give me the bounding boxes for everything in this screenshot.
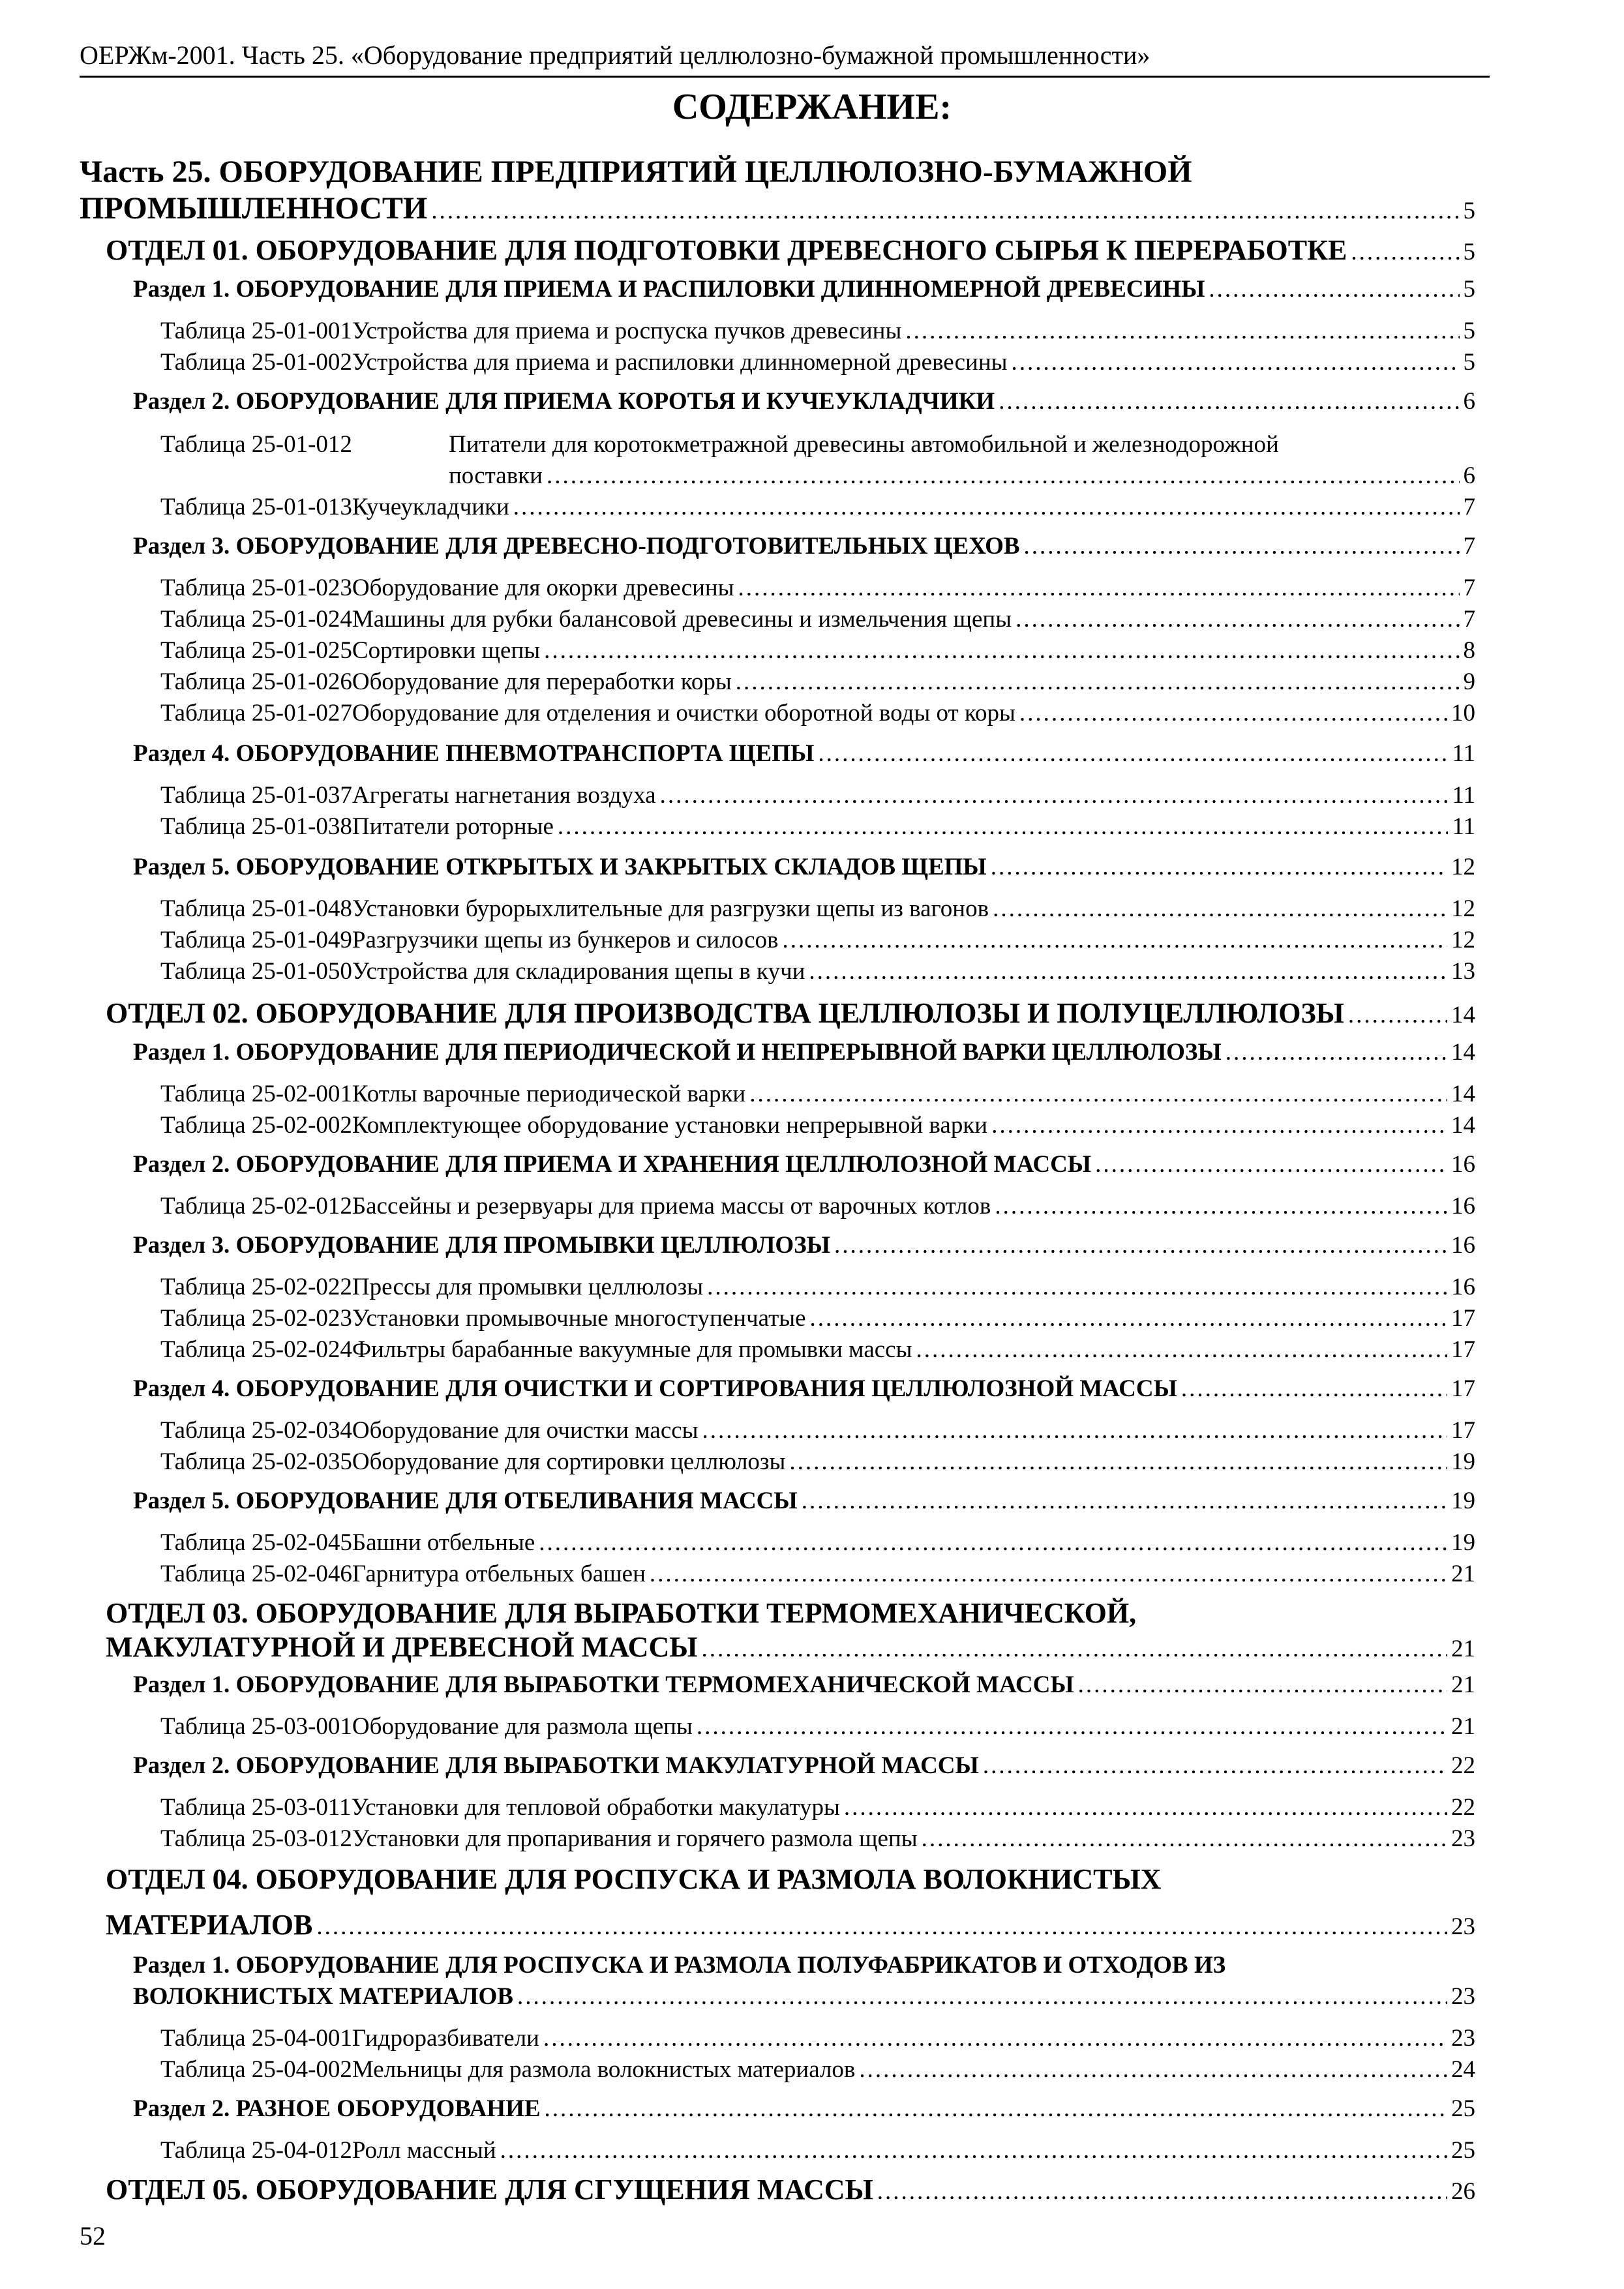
toc-razdel-02-3[interactable] [133, 1231, 1475, 1259]
toc-razdel-01-4[interactable] [133, 740, 1475, 768]
toc-page-number: 17 [1451, 1417, 1475, 1444]
toc-razdel-label: Раздел 2. ОБОРУДОВАНИЕ ДЛЯ ПРИЕМА КОРОТЬЯ И КУЧЕУКЛАДЧИКИ [133, 388, 995, 415]
leader-dots [916, 1336, 1447, 1364]
leader-dots [999, 387, 1459, 415]
toc-otdel-label: МАКУЛАТУРНОЙ И ДРЕВЕСНОЙ МАССЫ [106, 1631, 698, 1663]
leader-dots [736, 668, 1460, 696]
toc-table-25-02-046[interactable] [160, 1560, 1475, 1588]
toc-razdel-label: Раздел 5. ОБОРУДОВАНИЕ ОТКРЫТЫХ И ЗАКРЫТЫХ СКЛАДОВ ЩЕПЫ [133, 854, 987, 880]
toc-table-id: Таблица 25-01-048 [160, 895, 352, 922]
toc-table-id: Таблица 25-01-001 [160, 318, 352, 344]
toc-table-25-01-037[interactable] [160, 781, 1475, 809]
leader-dots [1209, 275, 1459, 303]
leader-dots [991, 1111, 1447, 1139]
toc-table-25-04-012[interactable] [160, 2136, 1475, 2164]
toc-otdel-02[interactable] [106, 996, 1475, 1030]
leader-dots [517, 1982, 1447, 2011]
toc-table-id: Таблица 25-04-001 [160, 2025, 352, 2052]
toc-table-id: Таблица 25-01-038 [160, 813, 352, 840]
toc-page-number: 23 [1451, 2025, 1475, 2052]
toc-table-label: Башни отбельные [352, 1529, 535, 1556]
toc-table-label: Питатели для коротокметражной древесины автомобильной и железнодорожной [449, 431, 1279, 458]
toc-table-label: Устройства для приема и роспуска пучков древесины [352, 318, 902, 344]
toc-page-number: 12 [1451, 895, 1475, 922]
toc-table-label: Котлы варочные периодической варки [352, 1081, 746, 1107]
toc-razdel-label: Раздел 1. ОБОРУДОВАНИЕ ДЛЯ ПРИЕМА И РАСПИЛОВКИ ДЛИННОМЕРНОЙ ДРЕВЕСИНЫ [133, 276, 1205, 303]
toc-otdel-label: ОТДЕЛ 05. ОБОРУДОВАНИЕ ДЛЯ СГУЩЕНИЯ МАССЫ [106, 2174, 873, 2206]
toc-page-number: 22 [1451, 1794, 1475, 1821]
leader-dots [701, 1635, 1447, 1663]
leader-dots [818, 740, 1448, 768]
toc-page-number: 21 [1451, 1561, 1475, 1587]
toc-table-label: Установки бурорыхлительные для разгрузки щепы из вагонов [352, 895, 989, 922]
toc-table-label: Оборудование для очистки массы [352, 1417, 699, 1444]
toc-table-label: Прессы для промывки целлюлозы [352, 1274, 704, 1300]
toc-page-number: 5 [1463, 198, 1475, 224]
toc-table-25-01-025[interactable] [160, 636, 1475, 665]
toc-table-id: Таблица 25-01-027 [160, 700, 352, 726]
leader-dots [1019, 699, 1447, 727]
leader-dots [547, 462, 1460, 490]
toc-table-25-01-013[interactable] [160, 493, 1475, 521]
toc-table-25-02-002[interactable] [160, 1111, 1475, 1139]
toc-table-id: Таблица 25-01-013 [160, 494, 352, 520]
toc-table-id: Таблица 25-01-037 [160, 782, 352, 809]
toc-page-number: 19 [1451, 1488, 1475, 1514]
leader-dots [660, 781, 1449, 809]
toc-page-number: 6 [1463, 388, 1475, 415]
toc-table-25-03-001[interactable] [160, 1713, 1475, 1741]
toc-razdel-01-2[interactable] [133, 387, 1475, 415]
leader-dots [782, 926, 1447, 954]
toc-table-id: Таблица 25-02-002 [160, 1112, 352, 1139]
toc-table-25-01-049[interactable] [160, 926, 1475, 954]
toc-page-number: 7 [1463, 533, 1475, 560]
toc-table-label: поставки [449, 462, 543, 489]
toc-page-number: 19 [1451, 1448, 1475, 1475]
toc-razdel-label: Раздел 2. РАЗНОЕ ОБОРУДОВАНИЕ [133, 2095, 541, 2122]
toc-table-id: Таблица 25-01-026 [160, 668, 352, 695]
leader-dots [545, 2095, 1447, 2123]
toc-page-number: 21 [1451, 1671, 1475, 1698]
toc-table-id: Таблица 25-01-002 [160, 349, 352, 376]
toc-page-number: 21 [1451, 1636, 1475, 1662]
leader-dots [1078, 1671, 1447, 1699]
toc-page-number: 16 [1451, 1232, 1475, 1259]
toc-page-number: 12 [1451, 854, 1475, 880]
toc-razdel-02-4[interactable] [133, 1375, 1475, 1403]
toc-table-25-01-024[interactable] [160, 605, 1475, 633]
toc-page-number: 14 [1451, 1002, 1475, 1028]
toc-table-25-02-022[interactable] [160, 1273, 1475, 1301]
toc-table-id: Таблица 25-04-002 [160, 2056, 352, 2083]
toc-table-label: Установки для пропаривания и горячего размола щепы [352, 1825, 918, 1852]
toc-table-id: Таблица 25-02-034 [160, 1417, 352, 1444]
toc-page-number: 8 [1463, 637, 1475, 664]
toc-page-number: 21 [1451, 1713, 1475, 1740]
page-number: 52 [80, 2221, 106, 2251]
toc-razdel-01-1[interactable] [133, 275, 1475, 303]
toc-razdel-03-2[interactable] [133, 1752, 1475, 1780]
toc-page-number: 11 [1452, 782, 1475, 809]
leader-dots [543, 2024, 1447, 2052]
toc-table-id: Таблица 25-01-023 [160, 575, 352, 601]
running-header: ОЕРЖм-2001. Часть 25. «Оборудование предприятий целлюлозно-бумажной промышленности» [80, 40, 1150, 70]
toc-page-number: 7 [1463, 575, 1475, 601]
toc-table-label: Ролл массный [352, 2137, 496, 2164]
toc-table-id: Таблица 25-01-049 [160, 927, 352, 953]
toc-razdel-label: Раздел 1. ОБОРУДОВАНИЕ ДЛЯ ПЕРИОДИЧЕСКОЙ И НЕПРЕРЫВНОЙ ВАРКИ ЦЕЛЛЮЛОЗЫ [133, 1039, 1222, 1066]
toc-page-number: 22 [1451, 1752, 1475, 1779]
toc-page-number: 7 [1463, 494, 1475, 520]
leader-dots [834, 1231, 1447, 1259]
toc-table-label: Оборудование для размола щепы [352, 1713, 693, 1740]
toc-otdel-03[interactable] [106, 1630, 1475, 1664]
toc-table-label: Сортировки щепы [352, 637, 541, 664]
toc-page-number: 5 [1463, 239, 1475, 265]
toc-razdel-01-5[interactable] [133, 853, 1475, 881]
toc-razdel-label: Раздел 3. ОБОРУДОВАНИЕ ДЛЯ ДРЕВЕСНО-ПОДГОТОВИТЕЛЬНЫХ ЦЕХОВ [133, 533, 1020, 560]
leader-dots [802, 1487, 1447, 1515]
leader-dots [697, 1713, 1447, 1741]
leader-dots [558, 813, 1448, 841]
toc-table-25-02-034[interactable] [160, 1416, 1475, 1444]
leader-dots [1095, 1150, 1447, 1178]
toc-table-25-03-011[interactable] [160, 1793, 1475, 1821]
toc-table-25-01-012[interactable] [449, 462, 1475, 490]
leader-dots [650, 1560, 1447, 1588]
toc-table-id: Таблица 25-03-012 [160, 1825, 352, 1852]
toc-table-label: Устройства для приема и распиловки длинномерной древесины [352, 349, 1008, 376]
toc-table-25-01-027[interactable] [160, 699, 1475, 727]
toc-table-label: Установки для тепловой обработки макулатуры [351, 1794, 840, 1821]
toc-page-number: 16 [1451, 1151, 1475, 1178]
toc-page-number: 14 [1451, 1081, 1475, 1107]
toc-table-id: Таблица 25-02-022 [160, 1274, 352, 1300]
leader-dots [1181, 1375, 1447, 1403]
leader-dots [544, 636, 1459, 665]
leader-dots [707, 1273, 1447, 1301]
toc-table-label: Бассейны и резервуары для приема массы от варочных котлов [352, 1193, 991, 1219]
toc-page-number: 23 [1451, 1913, 1475, 1940]
leader-dots [993, 895, 1447, 923]
toc-table-25-02-045[interactable] [160, 1529, 1475, 1557]
toc-otdel-label: ОТДЕЛ 02. ОБОРУДОВАНИЕ ДЛЯ ПРОИЗВОДСТВА ЦЕЛЛЮЛОЗЫ И ПОЛУЦЕЛЛЮЛОЗЫ [106, 997, 1344, 1029]
leader-dots [809, 957, 1447, 985]
toc-table-id: Таблица 25-02-012 [160, 1193, 352, 1219]
toc-table-label: Оборудование для отделения и очистки оборотной воды от коры [352, 700, 1015, 726]
toc-page-number: 23 [1451, 1983, 1475, 2010]
leader-dots [749, 1080, 1447, 1108]
toc-page-number: 5 [1463, 276, 1475, 303]
toc-table-25-01-038[interactable] [160, 813, 1475, 841]
leader-dots [738, 574, 1460, 602]
toc-page-number: 17 [1451, 1336, 1475, 1363]
toc-otdel-01[interactable] [106, 233, 1475, 267]
toc-razdel-label: Раздел 5. ОБОРУДОВАНИЕ ДЛЯ ОТБЕЛИВАНИЯ МАССЫ [133, 1488, 798, 1514]
toc-table-25-01-023[interactable] [160, 574, 1475, 602]
toc-table-label: Оборудование для окорки древесины [352, 575, 734, 601]
toc-page-number: 6 [1463, 462, 1475, 489]
toc-table-25-02-024[interactable] [160, 1336, 1475, 1364]
toc-table-25-02-023[interactable] [160, 1304, 1475, 1332]
leader-dots [1351, 238, 1459, 266]
toc-table-label: Устройства для складирования щепы в кучи [352, 958, 805, 985]
toc-table-id: Таблица 25-01-012 [160, 431, 352, 458]
toc-page-number: 17 [1451, 1375, 1475, 1402]
toc-table-label: Гидроразбиватели [352, 2025, 539, 2052]
toc-page-number: 25 [1451, 2137, 1475, 2164]
toc-table-25-01-012-line1[interactable] [160, 430, 1279, 458]
header-rule [80, 76, 1490, 78]
toc-part-label: ПРОМЫШЛЕННОСТИ [80, 191, 428, 226]
toc-table-25-01-048[interactable] [160, 895, 1475, 923]
toc-table-label: Комплектующее оборудование установки непрерывной варки [352, 1112, 988, 1139]
leader-dots [905, 317, 1459, 345]
toc-razdel-label: Раздел 2. ОБОРУДОВАНИЕ ДЛЯ ПРИЕМА И ХРАНЕНИЯ ЦЕЛЛЮЛОЗНОЙ МАССЫ [133, 1151, 1092, 1178]
toc-otdel-label: ОТДЕЛ 01. ОБОРУДОВАНИЕ ДЛЯ ПОДГОТОВКИ ДРЕВЕСНОГО СЫРЬЯ К ПЕРЕРАБОТКЕ [106, 234, 1347, 266]
toc-table-label: Разгрузчики щепы из бункеров и силосов [352, 927, 779, 953]
toc-table-id: Таблица 25-03-001 [160, 1713, 352, 1740]
toc-table-25-02-012[interactable] [160, 1192, 1475, 1220]
toc-table-25-02-001[interactable] [160, 1080, 1475, 1108]
toc-table-label: Кучеукладчики [352, 494, 509, 520]
toc-page-number: 5 [1463, 318, 1475, 344]
leader-dots [1024, 532, 1460, 560]
toc-page-number: 11 [1452, 740, 1475, 767]
toc-table-25-04-001[interactable] [160, 2024, 1475, 2052]
toc-page-number: 13 [1451, 958, 1475, 985]
toc-part[interactable] [80, 190, 1475, 226]
toc-table-label: Оборудование для переработки коры [352, 668, 732, 695]
leader-dots [513, 493, 1460, 521]
toc-table-id: Таблица 25-02-045 [160, 1529, 352, 1556]
toc-page-number: 14 [1451, 1039, 1475, 1066]
toc-razdel-label: Раздел 4. ОБОРУДОВАНИЕ ДЛЯ ОЧИСТКИ И СОРТИРОВАНИЯ ЦЕЛЛЮЛОЗНОЙ МАССЫ [133, 1375, 1177, 1402]
leader-dots [877, 2177, 1447, 2206]
leader-dots [1015, 605, 1459, 633]
toc-razdel-03-1[interactable] [133, 1671, 1475, 1699]
toc-table-id: Таблица 25-04-012 [160, 2137, 352, 2164]
toc-table-25-01-001[interactable] [160, 317, 1475, 345]
toc-table-label: Питатели роторные [352, 813, 554, 840]
leader-dots [1012, 348, 1460, 376]
toc-page-number: 24 [1451, 2056, 1475, 2083]
toc-table-id: Таблица 25-02-024 [160, 1336, 352, 1363]
toc-page-number: 19 [1451, 1529, 1475, 1556]
leader-dots [431, 197, 1459, 225]
toc-razdel-label: Раздел 1. ОБОРУДОВАНИЕ ДЛЯ ВЫРАБОТКИ ТЕРМОМЕХАНИЧЕСКОЙ МАССЫ [133, 1671, 1074, 1698]
toc-page-number: 16 [1451, 1274, 1475, 1300]
toc-razdel-01-3[interactable] [133, 532, 1475, 560]
toc-razdel-02-5[interactable] [133, 1487, 1475, 1515]
leader-dots [500, 2136, 1447, 2164]
toc-razdel-label: Раздел 3. ОБОРУДОВАНИЕ ДЛЯ ПРОМЫВКИ ЦЕЛЛЮЛОЗЫ [133, 1232, 830, 1259]
toc-table-id: Таблица 25-02-023 [160, 1305, 352, 1332]
toc-table-label: Гарнитура отбельных башен [352, 1561, 646, 1587]
leader-dots [789, 1448, 1447, 1476]
toc-table-id: Таблица 25-03-011 [160, 1794, 352, 1821]
leader-dots [859, 2056, 1447, 2084]
leader-dots [1226, 1038, 1447, 1066]
toc-table-25-03-012[interactable] [160, 1825, 1475, 1853]
toc-table-label: Установки промывочные многоступенчатые [352, 1305, 806, 1332]
toc-razdel-label: Раздел 4. ОБОРУДОВАНИЕ ПНЕВМОТРАНСПОРТА ЩЕПЫ [133, 740, 815, 767]
toc-otdel-04-line1[interactable]: ОТДЕЛ 04. ОБОРУДОВАНИЕ ДЛЯ РОСПУСКА И РАЗМОЛА ВОЛОКНИСТЫХ [106, 1863, 1162, 1895]
toc-table-label: Машины для рубки балансовой древесины и измельчения щепы [352, 606, 1012, 633]
toc-page-number: 17 [1451, 1305, 1475, 1332]
leader-dots [1348, 1001, 1447, 1029]
toc-table-id: Таблица 25-01-024 [160, 606, 352, 633]
toc-page-number: 10 [1451, 700, 1475, 726]
leader-dots [316, 1913, 1447, 1941]
toc-otdel-label: МАТЕРИАЛОВ [106, 1909, 313, 1941]
toc-razdel-04-1-line1[interactable]: Раздел 1. ОБОРУДОВАНИЕ ДЛЯ РОСПУСКА И РАЗМОЛА ПОЛУФАБРИКАТОВ И ОТХОДОВ ИЗ [133, 1952, 1226, 1979]
toc-page-number: 14 [1451, 1112, 1475, 1139]
toc-razdel-02-1[interactable] [133, 1038, 1475, 1066]
toc-page-number: 23 [1451, 1825, 1475, 1852]
leader-dots [922, 1825, 1447, 1853]
toc-table-25-02-035[interactable] [160, 1448, 1475, 1476]
toc-page-number: 12 [1451, 927, 1475, 953]
toc-page-number: 7 [1463, 606, 1475, 633]
toc-table-label: Оборудование для сортировки целлюлозы [352, 1448, 786, 1475]
leader-dots [539, 1529, 1447, 1557]
toc-table-id: Таблица 25-01-025 [160, 637, 352, 664]
toc-otdel-05[interactable] [106, 2173, 1475, 2206]
toc-table-id: Таблица 25-02-046 [160, 1561, 352, 1587]
toc-table-25-01-050[interactable] [160, 957, 1475, 985]
toc-razdel-02-2[interactable] [133, 1150, 1475, 1178]
toc-page-number: 11 [1452, 813, 1475, 840]
page-title: СОДЕРЖАНИЕ: [672, 87, 952, 127]
toc-table-id: Таблица 25-02-001 [160, 1081, 352, 1107]
toc-razdel-04-2[interactable] [133, 2095, 1475, 2123]
leader-dots [983, 1752, 1447, 1780]
toc-table-25-04-002[interactable] [160, 2056, 1475, 2084]
leader-dots [702, 1416, 1447, 1444]
leader-dots [844, 1793, 1447, 1821]
leader-dots [810, 1304, 1447, 1332]
toc-page-number: 16 [1451, 1193, 1475, 1219]
toc-table-id: Таблица 25-02-035 [160, 1448, 352, 1475]
toc-table-label: Агрегаты нагнетания воздуха [352, 782, 656, 809]
toc-otdel-03-line1[interactable]: ОТДЕЛ 03. ОБОРУДОВАНИЕ ДЛЯ ВЫРАБОТКИ ТЕРМОМЕХАНИЧЕСКОЙ, [106, 1597, 1137, 1629]
toc-table-id: Таблица 25-01-050 [160, 958, 352, 985]
toc-table-25-01-002[interactable] [160, 348, 1475, 376]
toc-page-number: 26 [1451, 2178, 1475, 2205]
toc-page-number: 9 [1463, 668, 1475, 695]
leader-dots [991, 853, 1447, 881]
toc-page-number: 25 [1451, 2095, 1475, 2122]
toc-table-label: Фильтры барабанные вакуумные для промывки массы [352, 1336, 912, 1363]
toc-page-number: 5 [1463, 349, 1475, 376]
toc-table-label: Мельницы для размола волокнистых материалов [352, 2056, 856, 2083]
leader-dots [995, 1192, 1447, 1220]
toc-razdel-label: ВОЛОКНИСТЫХ МАТЕРИАЛОВ [133, 1983, 513, 2010]
toc-razdel-04-1[interactable] [133, 1982, 1475, 2011]
toc-razdel-label: Раздел 2. ОБОРУДОВАНИЕ ДЛЯ ВЫРАБОТКИ МАКУЛАТУРНОЙ МАССЫ [133, 1752, 979, 1779]
toc-part-line1[interactable]: Часть 25. ОБОРУДОВАНИЕ ПРЕДПРИЯТИЙ ЦЕЛЛЮЛОЗНО-БУМАЖНОЙ [80, 155, 1192, 189]
toc-table-25-01-026[interactable] [160, 668, 1475, 696]
toc-otdel-04[interactable] [106, 1908, 1475, 1941]
